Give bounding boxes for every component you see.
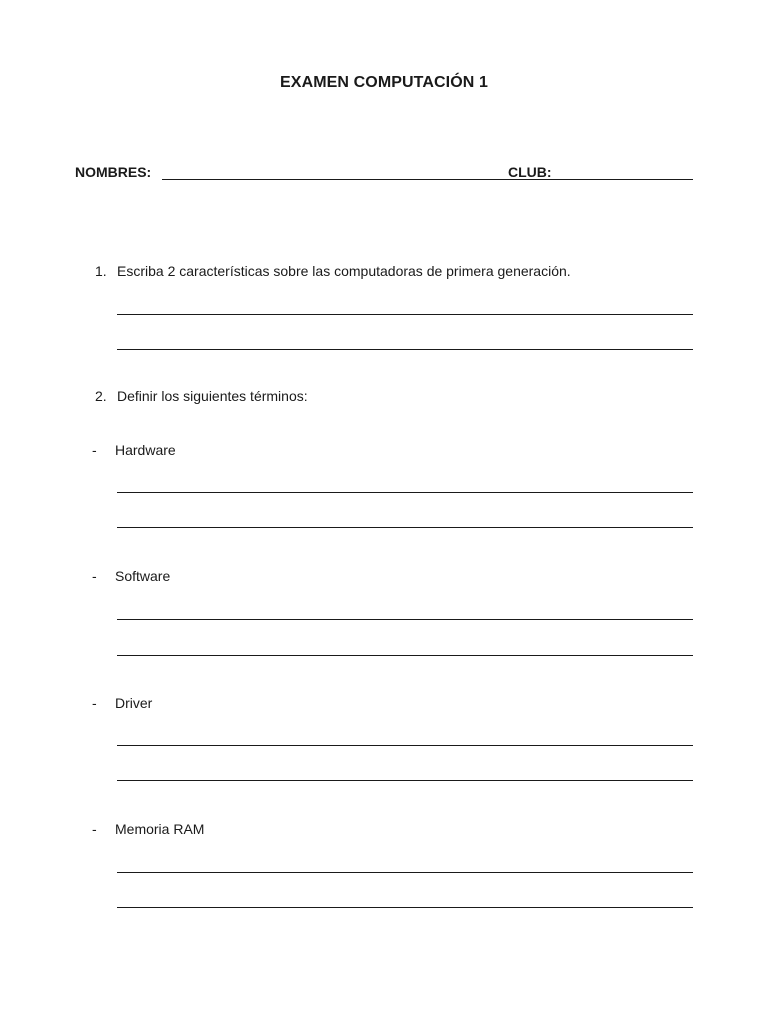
term-label: Memoria RAM bbox=[115, 821, 205, 837]
question-number: 1. bbox=[95, 263, 107, 279]
answer-line[interactable] bbox=[117, 872, 693, 873]
answer-line[interactable] bbox=[117, 907, 693, 908]
term-bullet: - bbox=[92, 568, 97, 584]
answer-line[interactable] bbox=[117, 655, 693, 656]
answer-line[interactable] bbox=[117, 349, 693, 350]
exam-title: EXAMEN COMPUTACIÓN 1 bbox=[280, 74, 488, 91]
answer-line[interactable] bbox=[117, 619, 693, 620]
answer-line[interactable] bbox=[117, 314, 693, 315]
term-bullet: - bbox=[92, 821, 97, 837]
club-label: CLUB: bbox=[508, 164, 552, 180]
term-label: Software bbox=[115, 568, 171, 584]
question-text: Escriba 2 características sobre las computadoras de primera generación. bbox=[117, 263, 571, 279]
names-field-line[interactable] bbox=[162, 179, 562, 180]
term-bullet: - bbox=[92, 695, 97, 711]
answer-line[interactable] bbox=[117, 780, 693, 781]
answer-line[interactable] bbox=[117, 745, 693, 746]
term-bullet: - bbox=[92, 442, 97, 458]
answer-line[interactable] bbox=[117, 492, 693, 493]
club-field-line[interactable] bbox=[560, 179, 693, 180]
question-text: Definir los siguientes términos: bbox=[117, 388, 308, 404]
header-fields bbox=[75, 164, 695, 186]
answer-line[interactable] bbox=[117, 527, 693, 528]
term-label: Hardware bbox=[115, 442, 176, 458]
question-number: 2. bbox=[95, 388, 107, 404]
term-label: Driver bbox=[115, 695, 153, 711]
names-label: NOMBRES: bbox=[75, 164, 152, 180]
